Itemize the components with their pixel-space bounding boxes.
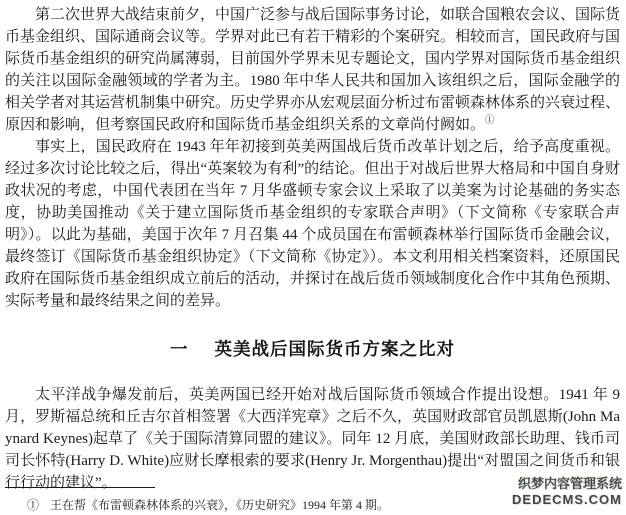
watermark-chinese: 织梦内容管理系统: [517, 476, 622, 491]
footnote-mark: ①: [27, 498, 40, 512]
section-heading: [5, 338, 620, 360]
section-title: 英美战后国际货币方案之比对: [214, 339, 455, 359]
paragraph-intro-text: 第二次世界大战结束前夕，中国广泛参与战后国际事务讨论，如联合国粮农会议、国际货币基金组织、国际通商会议等。学界对此已有若干精彩的个案研究。相较而言，国民政府与国际货币基金组织的研究尚属薄弱，目前国外学界未见专题论文，国内学界对国际货币基金组织的关注以国际金融领域的学者为主。1980 年中华人民共和国加入该组织之后，国际金融学的相关学者对其运营机制集中研究。历史学界亦从宏观层面分析过布雷顿森林体系的兴衰过程、原因和影响，但考察国民政府和国际货币基金组织关系的文章尚付阙如。: [5, 7, 621, 133]
watermark-domain: DEDECMS.COM: [512, 492, 622, 507]
footnote-ref-1: ①: [485, 116, 495, 126]
section-number: 一: [170, 339, 189, 359]
watermark: [512, 476, 622, 508]
paragraph-intro: [5, 4, 620, 136]
article-body: [5, 4, 620, 494]
paragraph-section-one: 太平洋战争爆发前后，英美两国已经开始对战后国际货币领域合作提出设想。1941 年 9 月，罗斯福总统和丘吉尔首相签署《大西洋宪章》之后不久，英国财政部官员凯恩斯(John Maynard Keynes)起草了《关于国际清算同盟的建议》。同年 12 月底，美国财政部长助理、钱币司司长怀特(Harry D. White)应财长摩根索的要求(Henry Jr. Morgenthau)提出“对盟国之间货币和银行行动的建议”。: [5, 387, 620, 491]
footnote-divider: [5, 487, 155, 488]
footnote-text: 王在帮《布雷顿森林体系的兴衰》，《历史研究》1994 年第 4 期。: [50, 498, 390, 512]
paragraph-background: 事实上，国民政府在 1943 年年初接到英美两国战后货币改革计划之后，给予高度重视。经过多次讨论比较之后，得出“英案较为有利”的结论。但出于对战后世界大格局和中国自身财政状况的考虑，中国代表团在当年 7 月华盛顿专家会议上采取了以美案为讨论基础的务实态度，协助美国推动《关于建立国际货币基金组织的专家联合声明》（下文简称《专家联合声明》）。以此为基础，美国于次年 7 月召集 44 个成员国在布雷顿森林举行国际货币金融会议，最终签订《国际货币基金组织协定》（下文简称《协定》）。本文利用相关档案资料，还原国民政府在国际货币基金组织成立前后的活动，并探讨在战后货币领域制度化合作中其角色预期、实际考量和最终结果之间的差异。: [5, 139, 621, 309]
